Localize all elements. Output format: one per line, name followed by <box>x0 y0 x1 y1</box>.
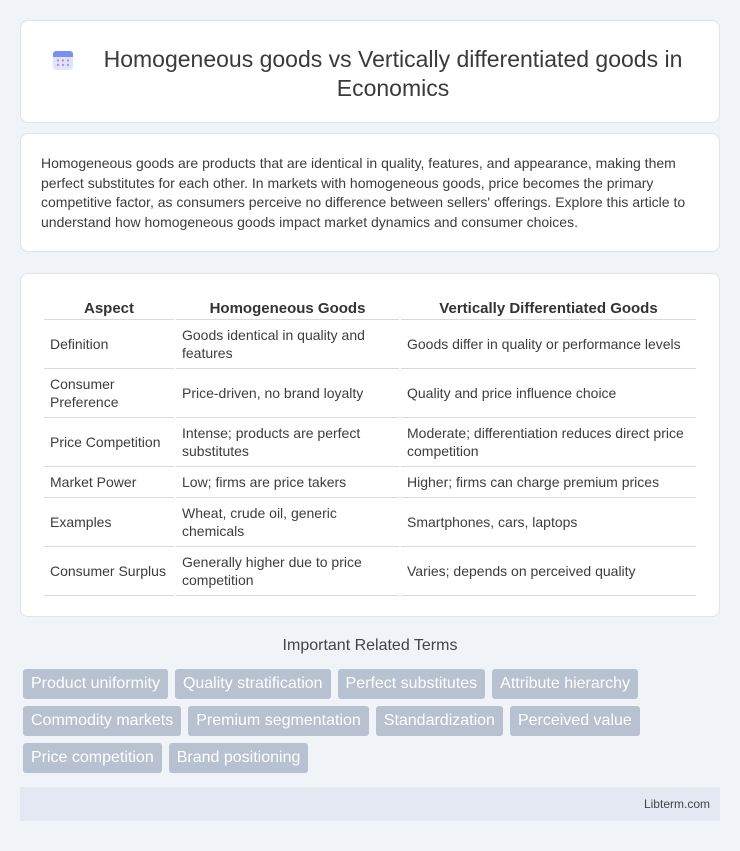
intro-paragraph: Homogeneous goods are products that are identical in quality, features, and appearance, making them perfect substitutes for each other. In markets with homogeneous goods, price becomes the primary competitive factor, as consumers perceive no difference between sellers' offerings. Explore this article to understand how homogeneous goods impact market dynamics and consumer choices. <box>41 155 686 230</box>
table-cell: Price Competition <box>44 418 174 467</box>
column-header-aspect: Aspect <box>44 294 174 320</box>
table-row <box>44 467 696 498</box>
table-cell: Market Power <box>44 467 174 498</box>
table-cell: Moderate; differentiation reduces direct price competition <box>401 418 696 467</box>
comparison-table-card <box>20 273 720 617</box>
footer <box>20 787 720 821</box>
table-cell: Definition <box>44 320 174 369</box>
table-header-row <box>44 294 696 320</box>
related-terms-heading: Important Related Terms <box>282 637 458 654</box>
related-term-tag[interactable]: Brand positioning <box>169 743 309 773</box>
table-cell: Goods differ in quality or performance levels <box>401 320 696 369</box>
comparison-table <box>42 294 698 596</box>
table-cell: Consumer Preference <box>44 369 174 418</box>
table-row <box>44 547 696 596</box>
related-term-tag[interactable]: Commodity markets <box>23 706 181 736</box>
table-cell: Price-driven, no brand loyalty <box>176 369 399 418</box>
related-term-tag[interactable]: Premium segmentation <box>188 706 369 736</box>
intro-card <box>20 133 720 252</box>
table-row <box>44 418 696 467</box>
table-cell: Examples <box>44 498 174 547</box>
table-cell: Low; firms are price takers <box>176 467 399 498</box>
calendar-icon <box>51 48 75 72</box>
table-cell: Goods identical in quality and features <box>176 320 399 369</box>
table-row <box>44 498 696 547</box>
column-header-vertical: Vertically Differentiated Goods <box>401 294 696 320</box>
related-term-tag[interactable]: Perfect substitutes <box>338 669 486 699</box>
table-cell: Smartphones, cars, laptops <box>401 498 696 547</box>
related-term-tag[interactable]: Price competition <box>23 743 162 773</box>
footer-brand-link[interactable]: Libterm.com <box>643 797 710 811</box>
table-cell: Higher; firms can charge premium prices <box>401 467 696 498</box>
table-cell: Consumer Surplus <box>44 547 174 596</box>
table-cell: Generally higher due to price competition <box>176 547 399 596</box>
related-term-tag[interactable]: Perceived value <box>510 706 640 736</box>
related-term-tag[interactable]: Standardization <box>376 706 503 736</box>
table-cell: Varies; depends on perceived quality <box>401 547 696 596</box>
title-card <box>20 20 720 123</box>
column-header-homogeneous: Homogeneous Goods <box>176 294 399 320</box>
table-cell: Wheat, crude oil, generic chemicals <box>176 498 399 547</box>
page-title: Homogeneous goods vs Vertically differentiated goods in Economics <box>103 46 683 101</box>
related-term-tag[interactable]: Attribute hierarchy <box>492 669 638 699</box>
table-cell: Intense; products are perfect substitutes <box>176 418 399 467</box>
table-cell: Quality and price influence choice <box>401 369 696 418</box>
related-term-tag[interactable]: Product uniformity <box>23 669 168 699</box>
table-row <box>44 369 696 418</box>
table-row <box>44 320 696 369</box>
related-term-tag[interactable]: Quality stratification <box>175 669 331 699</box>
related-terms-list <box>23 669 723 773</box>
